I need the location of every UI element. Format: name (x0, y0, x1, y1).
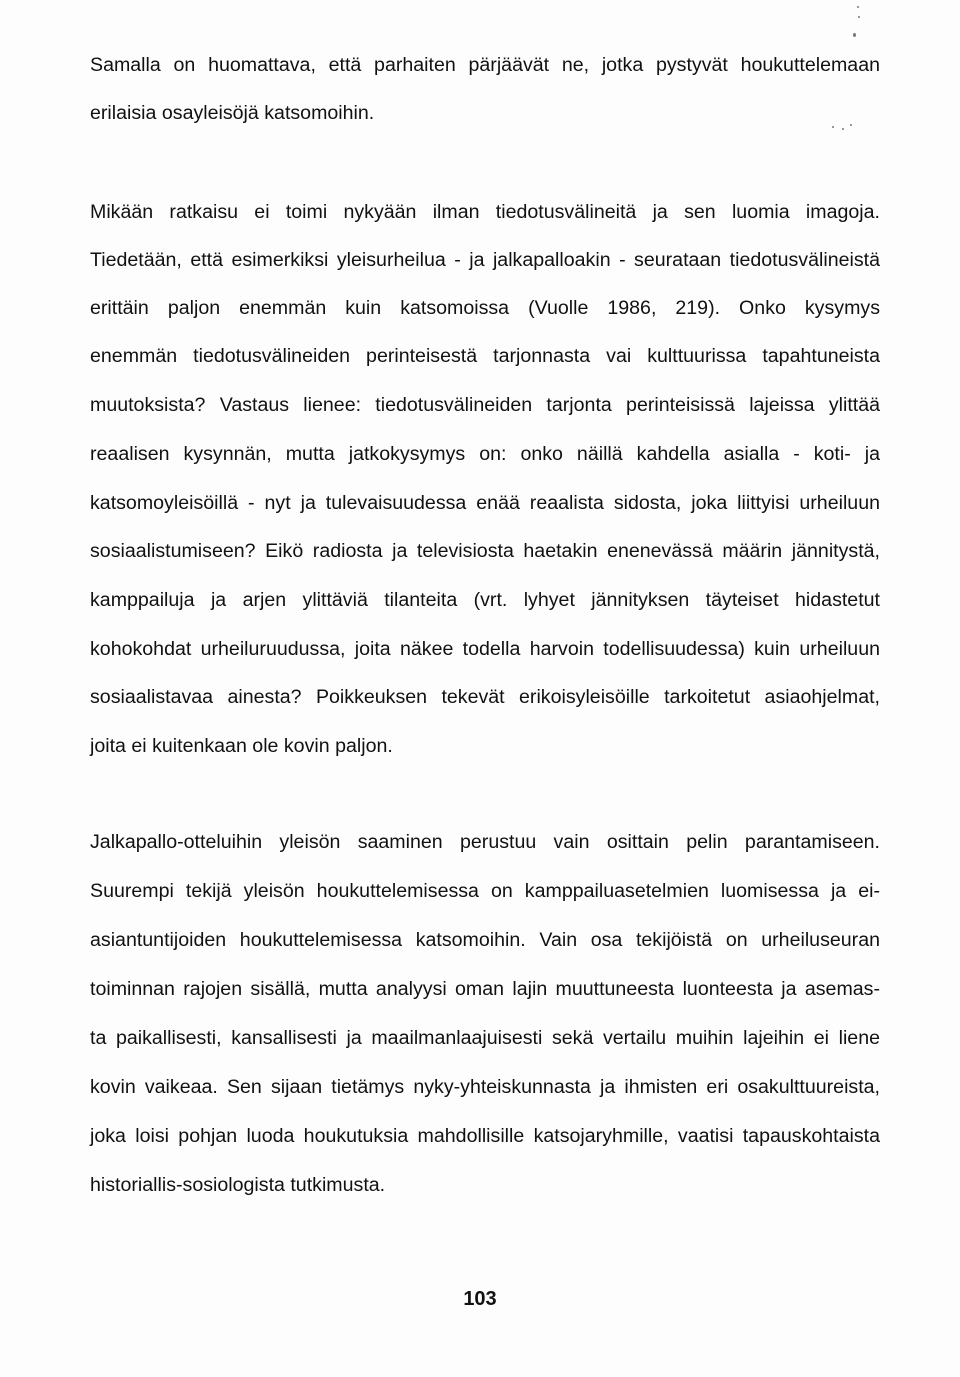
text-line: erilaisia osayleisöjä katsomoihin. (90, 102, 375, 124)
text-line: erittäin paljon enemmän kuin katsomoissa (Vuolle 1986, 219). Onko kysymys (90, 297, 880, 319)
text-line: Samalla on huomattava, että parhaiten pärjäävät ne, jotka pystyvät houkuttelemaan (90, 54, 880, 76)
text-line: Tiedetään, että esimerkiksi yleisurheilua - ja jalkapalloakin - seurataan tiedotusvälineistä (90, 249, 880, 271)
text-line: Jalkapallo-otteluihin yleisön saaminen perustuu vain osittain pelin parantamiseen. (90, 831, 880, 853)
text-line: muutoksista? Vastaus lienee: tiedotusvälineiden tarjonta perinteisissä lajeissa ylittää (90, 394, 880, 416)
text-line: toiminnan rajojen sisällä, mutta analyysi oman lajin muuttuneesta luonteesta ja asemas- (90, 978, 880, 1000)
text-line: asiantuntijoiden houkuttelemisessa katsomoihin. Vain osa tekijöistä on urheiluseuran (90, 929, 880, 951)
text-line: Suurempi tekijä yleisön houkuttelemisessa on kamppailuasetelmien luomisessa ja ei- (90, 880, 880, 902)
text-line: kamppailuja ja arjen ylittäviä tilanteita (vrt. lyhyet jännityksen täyteiset hidastetut (90, 589, 880, 611)
text-line: enemmän tiedotusvälineiden perinteisestä tarjonnasta vai kulttuurissa tapahtuneista (90, 345, 880, 367)
page-number: 103 (463, 1288, 497, 1310)
text-line: historiallis-sosiologista tutkimusta. (90, 1174, 386, 1196)
text-line: sosiaalistavaa ainesta? Poikkeuksen tekevät erikoisyleisöille tarkoitetut asiaohjelmat, (90, 686, 880, 708)
scan-speck (842, 128, 844, 130)
text-line: joka loisi pohjan luoda houkutuksia mahdollisille katsojaryhmille, vaatisi tapauskohtaista (90, 1125, 880, 1147)
text-line: reaalisen kysynnän, mutta jatkokysymys on: onko näillä kahdella asialla - koti- ja (90, 443, 880, 465)
text-line: kovin vaikeaa. Sen sijaan tietämys nyky-yhteiskunnasta ja ihmisten eri osakulttuureista, (90, 1076, 880, 1098)
scan-speck (858, 16, 860, 18)
text-line: joita ei kuitenkaan ole kovin paljon. (90, 735, 393, 757)
text-line: kohokohdat urheiluruudussa, joita näkee todella harvoin todellisuudessa) kuin urheiluun (90, 638, 880, 660)
text-line: ta paikallisesti, kansallisesti ja maailmanlaajuisesti sekä vertailu muihin lajeihin ei liene (90, 1027, 880, 1049)
scan-speck (832, 126, 834, 128)
scan-speck (857, 6, 859, 8)
text-line: katsomoyleisöillä - nyt ja tulevaisuudessa enää reaalista sidosta, joka liittyisi urheiluun (90, 492, 880, 514)
text-line: sosiaalistumiseen? Eikö radiosta ja televisiosta haetakin enenevässä määrin jännitystä, (90, 540, 880, 562)
text-line: Mikään ratkaisu ei toimi nykyään ilman tiedotusvälineitä ja sen luomia imagoja. (90, 201, 880, 223)
scan-speck (850, 124, 852, 126)
scan-speck (853, 33, 856, 37)
